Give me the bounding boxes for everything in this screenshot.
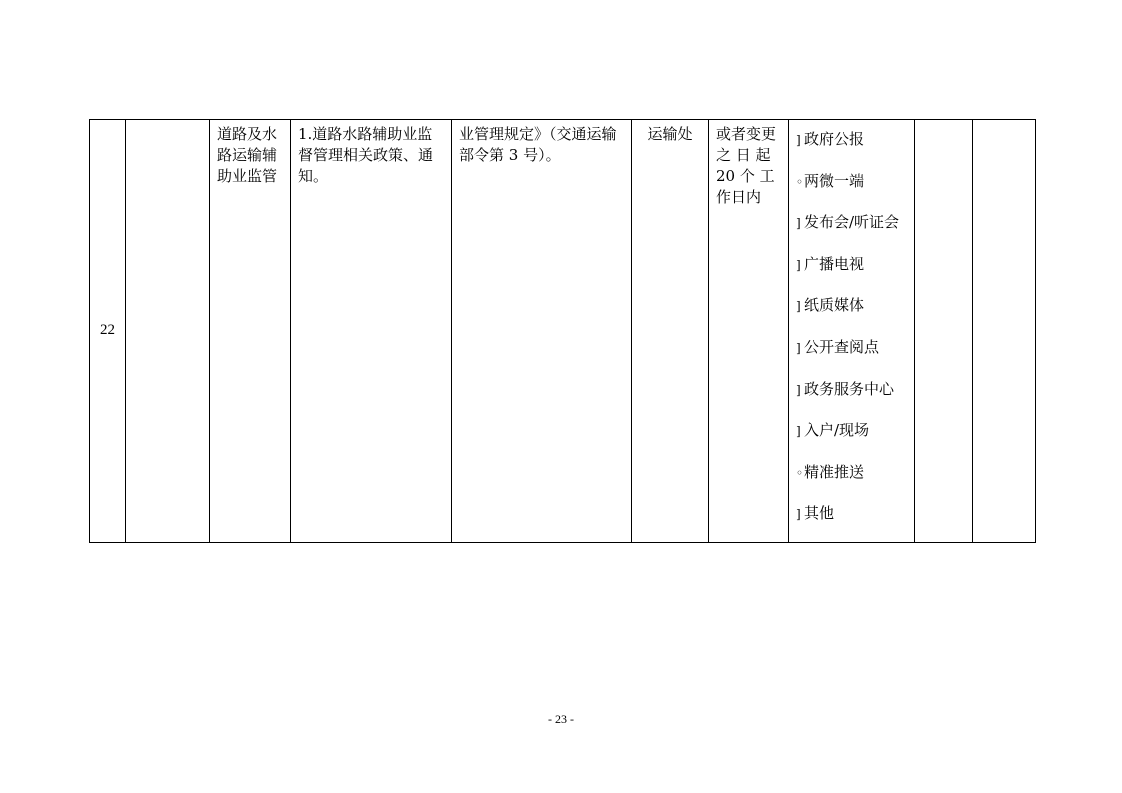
channel-item <box>796 251 907 293</box>
channel-label: 其他 <box>804 504 835 523</box>
channel-label: 精准推送 <box>804 462 865 481</box>
table-row <box>90 120 1036 543</box>
channel-item <box>796 459 907 501</box>
row-number-cell <box>90 120 126 543</box>
channel-label: 广播电视 <box>804 254 865 273</box>
checkbox-icon: ] <box>796 424 801 439</box>
row-number: 22 <box>100 322 115 339</box>
department-text: 运输处 <box>647 125 693 143</box>
basis-text: 业管理规定》（交通运输部令第 3 号）。 <box>459 125 617 164</box>
channel-item <box>796 126 907 168</box>
blank-cell-11 <box>973 120 1036 543</box>
checkbox-icon: ] <box>796 507 801 522</box>
category-cell <box>210 120 291 543</box>
channel-item <box>796 500 907 542</box>
blank-cell-10 <box>915 120 973 543</box>
channel-label: 政府公报 <box>804 130 865 148</box>
checkbox-icon: ◦ <box>796 174 804 189</box>
content-cell <box>291 120 452 543</box>
channel-item <box>796 292 907 334</box>
channel-label: 入户/现场 <box>804 421 870 440</box>
channel-item <box>796 417 907 459</box>
time-limit-cell <box>709 120 789 543</box>
channel-item <box>796 334 907 376</box>
checkbox-icon: ] <box>796 133 801 147</box>
basis-cell <box>452 120 632 543</box>
checkbox-icon: ] <box>796 340 801 355</box>
channel-label: 发布会/听证会 <box>804 213 900 232</box>
channel-label: 两微一端 <box>804 171 865 190</box>
channels-cell <box>789 120 915 543</box>
time-limit-text: 或者变更之 日 起 20 个 工作日内 <box>716 125 777 206</box>
checkbox-icon: ] <box>796 299 801 314</box>
channel-label: 政务服务中心 <box>804 379 895 398</box>
checkbox-icon: ] <box>796 382 801 397</box>
checkbox-icon: ] <box>796 257 801 272</box>
channel-label: 纸质媒体 <box>804 296 865 315</box>
checkbox-icon: ◦ <box>796 465 804 480</box>
channel-item <box>796 376 907 418</box>
category-text: 道路及水路运输辅助业监管 <box>217 125 278 185</box>
channel-item <box>796 209 907 251</box>
checkbox-icon: ] <box>796 216 801 231</box>
disclosure-table <box>89 119 1036 543</box>
content-text: 1.道路水路辅助业监督管理相关政策、通知。 <box>298 125 434 185</box>
page-number: - 23 - <box>548 712 574 726</box>
department-cell <box>632 120 709 543</box>
channel-item <box>796 168 907 210</box>
channel-label: 公开查阅点 <box>804 337 880 356</box>
blank-cell-2 <box>126 120 210 543</box>
